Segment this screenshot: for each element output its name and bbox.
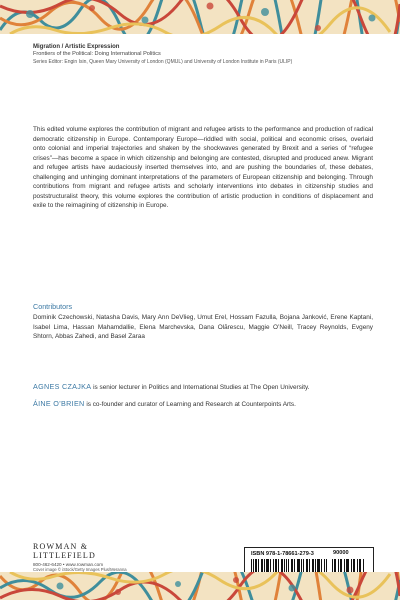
publisher-contact: 800-462-6420 • www.rowman.com	[33, 562, 104, 567]
editor-bio: is co-founder and curator of Learning and Research at Counterpoints Arts.	[86, 401, 296, 408]
cover-image-credit: Cover image © iStock/Getty Images Plus/Meranna	[33, 567, 127, 572]
isbn-label: ISBN 978-1-78661-279-3	[251, 551, 314, 557]
price-code-label: 90000	[333, 550, 349, 556]
decorative-pattern	[0, 572, 400, 600]
book-description: This edited volume explores the contribution of migrant and refugee artists to the performance and production of radical democratic citizenship in Europe. Contemporary Europe—riddled with social, political and economic crises, overlaid onto colonial and imperial trajectories and shaken by the shockwaves generated by Brexit and a series of “refugee crises”—has become a space in which citizenship and belonging are contested, disrupted and produced anew. Migrant and refugee artists have audaciously inserted themselves into, and are pushing the boundaries of, these debates, challenging and unhinging dominant interpretations of the parameters of European citizenship and belonging. Through contributions from migrant and refugee artists and scholarly interventions into debates in citizenship studies and poststructuralist theory, this volume explores the contribution of artistic production in conditions of displacement and exile to the reimagining of citizenship in Europe.	[33, 126, 373, 210]
bottom-pattern-band	[0, 572, 400, 600]
editor-bio-2	[33, 399, 378, 409]
series-editor: Series Editor: Engin Isin, Queen Mary University of London (QMUL) and University of London Institute in Paris (ULIP)	[33, 58, 293, 65]
series-info	[33, 43, 378, 66]
contributors-list: Dominik Czechowski, Natasha Davis, Mary Ann DeVlieg, Umut Erel, Hossam Fazulla, Bojana Janković, Erene Kaptani, Isabel Lima, Hassan Mahamdallie, Elena Marchevska, Dana Olărescu, Maggie O’Neill, Tracey Reynolds, Evgeny Shtorn, Abbas Zahedi, and Basel Zaraa	[33, 314, 373, 341]
publisher-logo-line2: LITTLEFIELD	[33, 551, 96, 560]
editor-name: AGNES CZAJKA	[33, 382, 92, 391]
publisher-logo-line1: ROWMAN &	[33, 542, 89, 551]
back-cover-content	[0, 34, 400, 572]
top-pattern-band	[0, 0, 400, 34]
series-category: Migration / Artistic Expression	[33, 44, 120, 50]
editor-bio: is senior lecturer in Politics and International Studies at The Open University.	[93, 384, 310, 391]
editor-bio-1	[33, 382, 378, 392]
contributors-heading: Contributors	[33, 302, 73, 311]
series-title: Frontiers of the Political: Doing International Politics	[33, 51, 161, 57]
editor-name: ÁINE O’BRIEN	[33, 399, 85, 408]
decorative-pattern	[0, 0, 400, 34]
